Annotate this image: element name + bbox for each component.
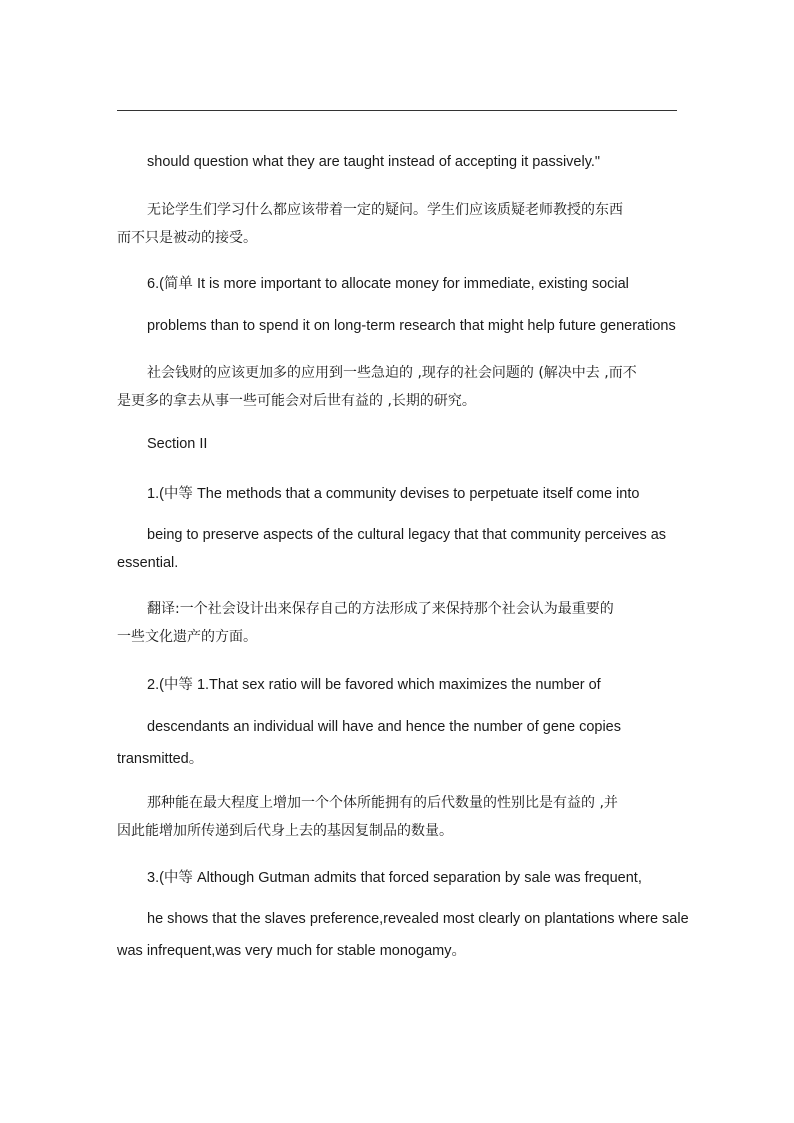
text-line: 无论学生们学习什么都应该带着一定的疑问。学生们应该质疑老师教授的东西 bbox=[147, 202, 623, 218]
text-line: 那种能在最大程度上增加一个个体所能拥有的后代数量的性别比是有益的 ,并 bbox=[147, 795, 618, 811]
section-heading: Section II bbox=[147, 436, 208, 452]
text-line: was infrequent,was very much for stable monogamy。 bbox=[117, 943, 466, 959]
text-line: transmitted。 bbox=[117, 751, 204, 767]
text-line: 3.(中等 Although Gutman admits that forced separation by sale was frequent, bbox=[147, 870, 642, 886]
text-line: being to preserve aspects of the cultural legacy that that community perceives as bbox=[147, 527, 667, 543]
text-line: 1.(中等 The methods that a community devises to perpetuate itself come into bbox=[147, 486, 640, 502]
text-line: problems than to spend it on long-term research that might help future generations bbox=[147, 318, 676, 334]
text-line: should question what they are taught instead of accepting it passively." bbox=[147, 154, 601, 170]
text-line: 社会钱财的应该更加多的应用到一些急迫的 ,现存的社会问题的 (解决中去 ,而不 bbox=[147, 365, 637, 381]
text-line: essential. bbox=[117, 555, 179, 571]
text-line: 翻译:一个社会设计出来保存自己的方法形成了来保持那个社会认为最重要的 bbox=[147, 601, 614, 617]
text-line: descendants an individual will have and hence the number of gene copies bbox=[147, 719, 621, 735]
text-line: 是更多的拿去从事一些可能会对后世有益的 ,长期的研究。 bbox=[117, 393, 476, 409]
text-line: he shows that the slaves preference,revealed most clearly on plantations where sale bbox=[147, 911, 689, 927]
header-rule bbox=[117, 110, 677, 111]
text-line: 2.(中等 1.That sex ratio will be favored which maximizes the number of bbox=[147, 677, 601, 693]
text-line: 而不只是被动的接受。 bbox=[117, 230, 257, 246]
text-line: 6.(简单 It is more important to allocate money for immediate, existing social bbox=[147, 276, 629, 292]
text-line: 因此能增加所传递到后代身上去的基因复制品的数量。 bbox=[117, 823, 453, 839]
text-line: 一些文化遗产的方面。 bbox=[117, 629, 257, 645]
